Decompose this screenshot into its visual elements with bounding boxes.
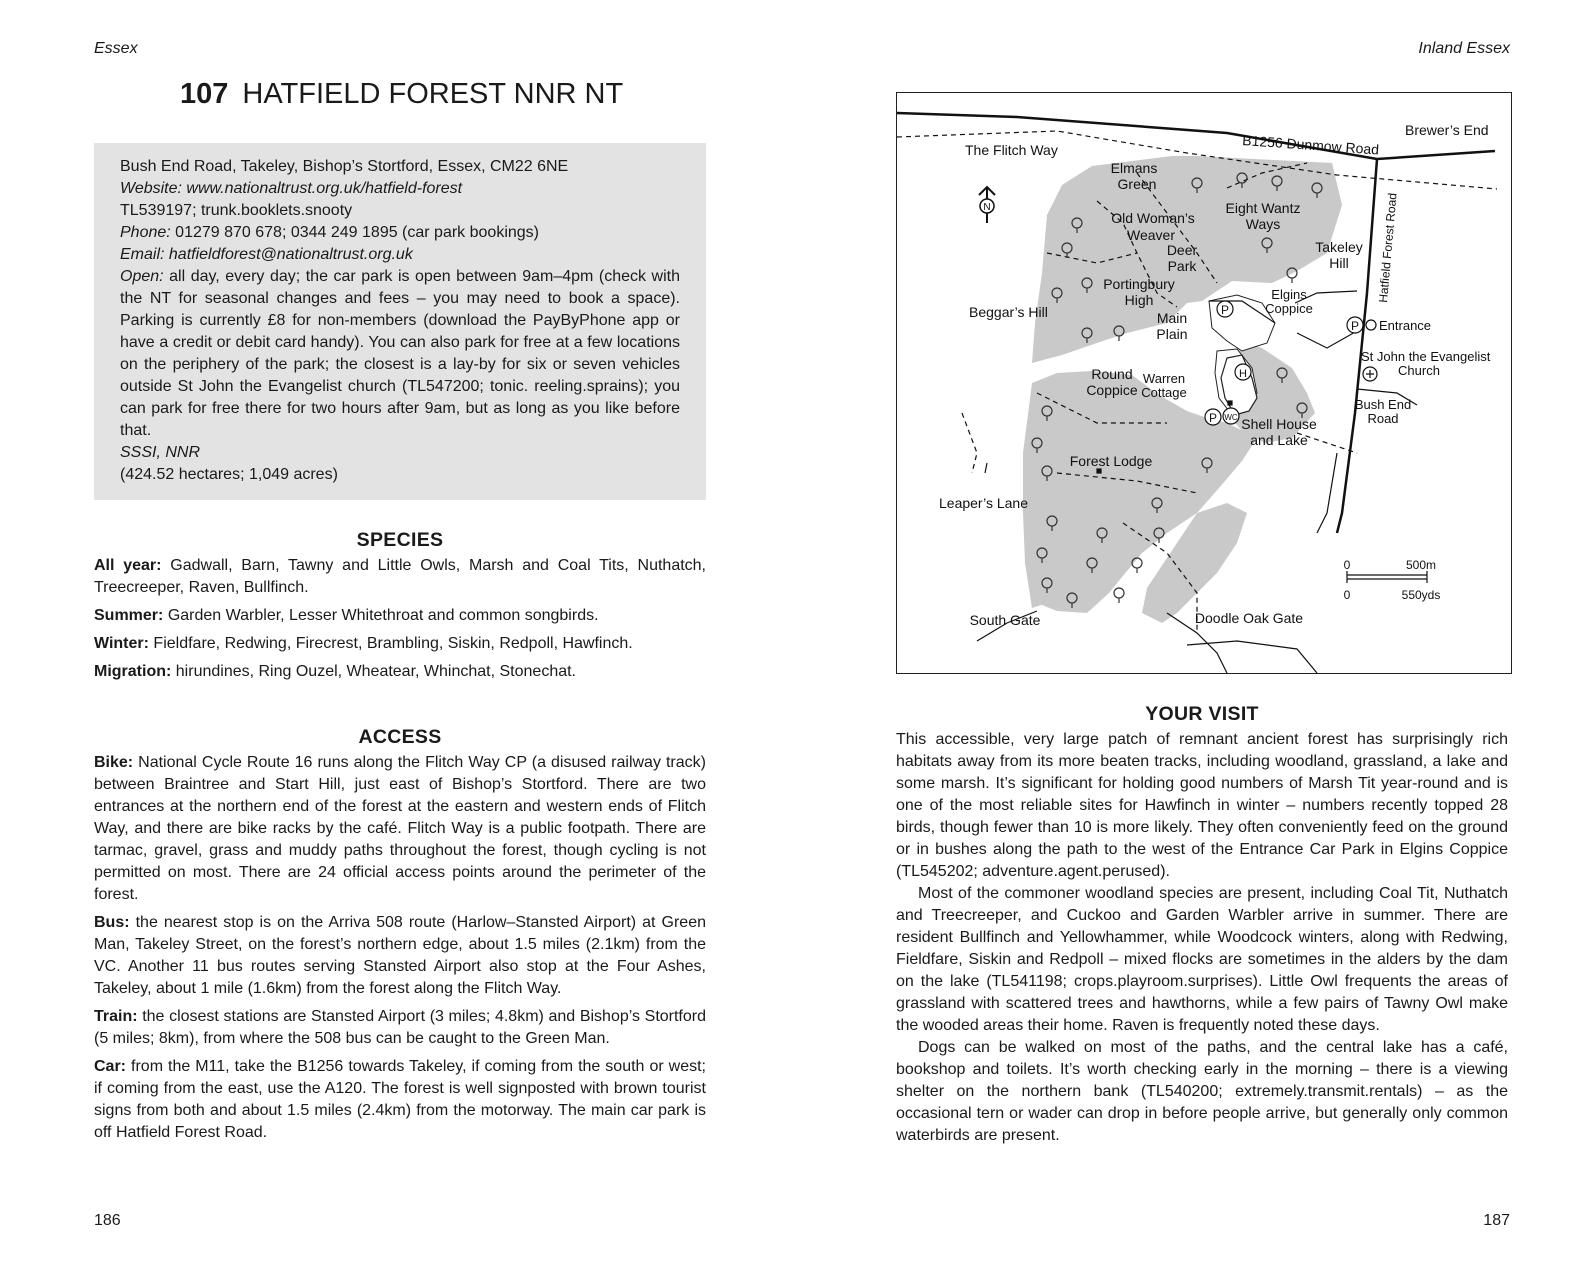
label-dunmow-road: B1256 Dunmow Road xyxy=(1241,132,1380,158)
site-name: HATFIELD FOREST NNR NT xyxy=(242,78,624,110)
access-car xyxy=(94,1056,706,1144)
house-letter: H xyxy=(1239,368,1247,380)
visit-paragraph: This accessible, very large patch of remnant ancient forest has surprisingly rich habitats away from its more beaten tracks, including woodland, grassland, a lake and some marsh. It’s significant for holding good numbers of Marsh Tit year-round and is one of the most reliable sites for Hawfinch in winter – numbers recently topped 28 birds, though fewer than 10 is more likely. They often conveniently feed on the ground or in bushes along the path to the west of the Entrance Car Park in Elgins Coppice (TL545202; adventure.agent.perused). xyxy=(896,731,1508,880)
species-heading: SPECIES xyxy=(356,529,444,551)
designations: SSSI, NNR xyxy=(120,444,201,461)
label-warren: Warren xyxy=(1142,371,1186,386)
north-letter: N xyxy=(983,202,991,213)
species-list xyxy=(94,555,706,689)
label-hill: Hill xyxy=(1329,255,1349,271)
phone xyxy=(120,222,680,244)
phone-number: 01279 870 678; 0344 249 1895 (car park bookings) xyxy=(175,224,539,241)
visit-paragraph: Dogs can be walked on most of the paths, and the central lake has a café, bookshop and toilets. It’s worth checking early in the morning – there is a viewing shelter on the northern bank (TL540200; extremely.transmit.rentals) – as the occasional tern or wader can drop in before people arrive, but generally only common waterbirds are present. xyxy=(896,1039,1508,1144)
label-cottage: Cottage xyxy=(1141,385,1187,400)
label-road: Road xyxy=(1367,411,1399,426)
label-elgins-coppice: Coppice xyxy=(1265,301,1313,316)
grid-reference: TL539197; trunk.booklets.snooty xyxy=(120,202,353,219)
label-elgins: Elgins xyxy=(1271,287,1307,302)
opening-info xyxy=(120,266,680,442)
label-takeley: Takeley xyxy=(1315,239,1363,255)
label-main: Main xyxy=(1156,310,1188,326)
species-text: hirundines, Ring Ouzel, Wheatear, Whinchat, Stonechat. xyxy=(175,663,576,680)
label-green: Green xyxy=(1117,176,1157,192)
access-train xyxy=(94,1006,706,1050)
running-head-right: Inland Essex xyxy=(1418,40,1510,57)
label-st-john: St John the Evangelist xyxy=(1361,349,1491,364)
page-number-right: 187 xyxy=(1483,1212,1510,1229)
label-elmans: Elmans xyxy=(1110,160,1158,176)
label-scale-zero-m: 0 xyxy=(1343,558,1351,572)
wc-letters: WC xyxy=(1224,413,1238,422)
species-all-year xyxy=(94,555,706,599)
label-eight-wantz: Eight Wantz xyxy=(1225,200,1301,216)
label-beggars-hill: Beggar’s Hill xyxy=(969,304,1048,320)
label-round: Round xyxy=(1091,366,1133,382)
site-number: 107 xyxy=(180,78,229,110)
website: Website: www.nationaltrust.org.uk/hatfield-forest xyxy=(120,180,463,197)
label-scale-zero-yd: 0 xyxy=(1343,588,1351,602)
open-text: all day, every day; the car park is open between 9am–4pm (check with the NT for seasonal changes and fees – you may need to book a space). Parking is currently £8 for non-members (download the PayByPhone app or have a credit or debit card handy). You can also park for free at a few locations on the periphery of the park; the closest is a lay-by for six or seven vehicles outside St John the Evangelist church (TL547200; tonic. reeling.sprains); you can park for free there for two hours after 9am, but as long as you like before that. xyxy=(120,268,680,439)
species-text: Garden Warbler, Lesser Whitethroat and common songbirds. xyxy=(167,607,599,624)
your-visit-text xyxy=(896,729,1508,1147)
access-paragraph: the nearest stop is on the Arriva 508 route (Harlow–Stansted Airport) at Green Man, Takeley Street, on the forest’s northern edge, about 1.5 miles (2.1km) from the VC. Another 11 bus routes serving Stansted Airport also stop at the Four Ashes, Takeley, about 1 mile (1.6km) from the forest along the Flitch Way. xyxy=(94,914,706,997)
label-park: Park xyxy=(1167,258,1197,274)
visit-paragraph: Most of the commoner woodland species are present, including Coal Tit, Nuthatch and Treecreeper, and Cuckoo and Garden Warbler arrive in summer. There are resident Bullfinch and Yellowhammer, while Woodcock winters, along with Redwing, Fieldfare, Siskin and Redpoll – mixed flocks are sometimes in the alders by the dam on the lake (TL541198; crops.playroom.surprises). Little Owl frequents the areas of grassland with scattered trees and hawthorns, while a few pairs of Tawny Owl make the wooded areas their home. Raven is frequently noted these days. xyxy=(896,885,1508,1034)
label-scale-500m: 500m xyxy=(1405,558,1437,572)
access-label: Bus: xyxy=(94,914,130,931)
label-shell-house: Shell House xyxy=(1241,416,1317,432)
label-portingbury: Portingbury xyxy=(1103,276,1175,292)
label-church: Church xyxy=(1398,363,1440,378)
label-forest-lodge: Forest Lodge xyxy=(1069,453,1153,469)
map-drawing xyxy=(897,93,1511,673)
species-winter xyxy=(94,633,706,655)
label-deer: Deer xyxy=(1166,242,1198,258)
label-round-coppice: Coppice xyxy=(1086,382,1138,398)
page-number-left: 186 xyxy=(94,1212,121,1229)
access-bus xyxy=(94,912,706,1000)
species-migration xyxy=(94,661,706,683)
species-label: Migration: xyxy=(94,663,172,680)
label-entrance: Entrance xyxy=(1379,318,1432,333)
your-visit-heading: YOUR VISIT xyxy=(1145,703,1259,725)
open-label: Open: xyxy=(120,268,164,285)
label-south-gate: South Gate xyxy=(969,612,1041,628)
label-brewers-end: Brewer’s End xyxy=(1405,122,1489,138)
label-leapers-lane: Leaper’s Lane xyxy=(939,495,1029,511)
label-doodle-oak-gate: Doodle Oak Gate xyxy=(1194,610,1304,626)
label-high: High xyxy=(1124,292,1154,308)
species-label: Winter: xyxy=(94,635,149,652)
access-paragraph: National Cycle Route 16 runs along the Flitch Way CP (a disused railway track) between Braintree and Start Hill, just east of Bishop’s Stortford. There are two entrances at the northern end of the forest at the eastern and western ends of Flitch Way, and there are bike racks by the café. Flitch Way is a public footpath. There are tarmac, gravel, grass and muddy paths throughout the forest, though cycling is not permitted on most. There are 24 official access points around the perimeter of the forest. xyxy=(94,754,706,903)
species-label: All year: xyxy=(94,557,162,574)
access-heading: ACCESS xyxy=(358,726,442,748)
page-title xyxy=(180,78,623,111)
species-summer xyxy=(94,605,706,627)
parking-letter: P xyxy=(1208,411,1218,425)
access-paragraph: the closest stations are Stansted Airport (3 miles; 4.8km) and Bishop’s Stortford (5 miles; 8km), from where the 508 bus can be caught to the Green Man. xyxy=(94,1008,707,1047)
address: Bush End Road, Takeley, Bishop’s Stortford, Essex, CM22 6NE xyxy=(120,158,569,175)
species-label: Summer: xyxy=(94,607,164,624)
running-head-left: Essex xyxy=(94,40,138,57)
email: Email: hatfieldforest@nationaltrust.org.uk xyxy=(120,246,413,263)
species-text: Fieldfare, Redwing, Firecrest, Brambling, Siskin, Redpoll, Hawfinch. xyxy=(153,635,633,652)
label-ways: Ways xyxy=(1245,216,1281,232)
access-label: Bike: xyxy=(94,754,134,771)
access-label: Train: xyxy=(94,1008,138,1025)
label-weaver: Weaver xyxy=(1127,227,1175,243)
label-flitch-way: The Flitch Way xyxy=(965,142,1058,158)
site-info-box xyxy=(94,143,706,500)
area: (424.52 hectares; 1,049 acres) xyxy=(120,466,338,483)
phone-label: Phone: xyxy=(120,224,171,241)
parking-letter: P xyxy=(1350,319,1360,333)
label-old-womans: Old Woman’s xyxy=(1111,210,1195,226)
scale-bar xyxy=(1347,571,1427,583)
label-bush-end: Bush End xyxy=(1354,397,1412,412)
access-text xyxy=(94,752,706,1150)
label-hatfield-forest-road: Hatfield Forest Road xyxy=(1376,192,1400,304)
site-map xyxy=(896,92,1512,674)
access-paragraph: from the M11, take the B1256 towards Takeley, if coming from the south or west; if coming from the east, use the A120. The forest is well signposted with brown tourist signs from both and about 1.5 miles (2.4km) from the motorway. The main car park is off Hatfield Forest Road. xyxy=(94,1058,706,1141)
label-plain: Plain xyxy=(1156,326,1188,342)
parking-letter: P xyxy=(1220,303,1230,317)
label-and-lake: and Lake xyxy=(1250,432,1308,448)
access-bike xyxy=(94,752,706,906)
species-text: Gadwall, Barn, Tawny and Little Owls, Marsh and Coal Tits, Nuthatch, Treecreeper, Raven, Bullfinch. xyxy=(94,557,706,596)
north-arrow xyxy=(979,187,995,223)
access-label: Car: xyxy=(94,1058,127,1075)
label-scale-550yds: 550yds xyxy=(1401,588,1441,602)
